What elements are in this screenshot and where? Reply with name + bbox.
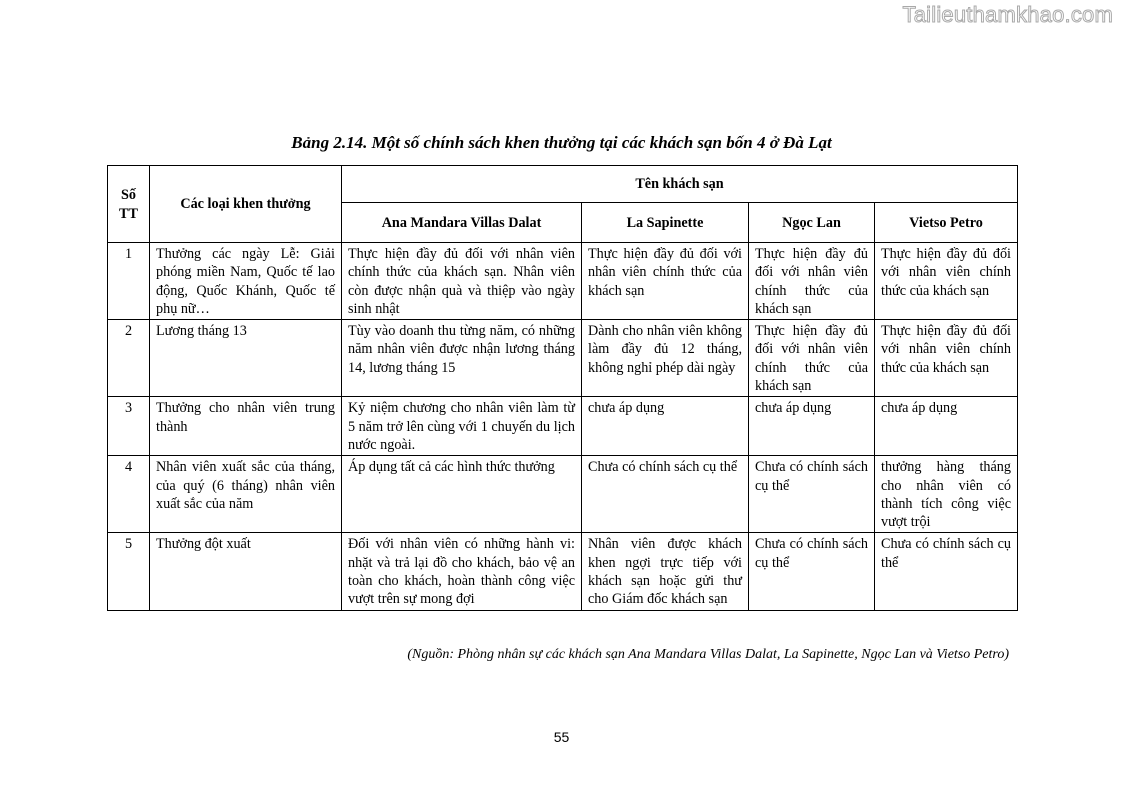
cell-sapinette: chưa áp dụng bbox=[582, 397, 749, 456]
table-row bbox=[108, 533, 1018, 610]
table-row bbox=[108, 243, 1018, 320]
header-reward-types: Các loại khen thưởng bbox=[150, 166, 342, 243]
cell-vietso: Thực hiện đầy đủ đối với nhân viên chính thức của khách sạn bbox=[875, 320, 1018, 397]
cell-ngoclan: Thực hiện đầy đủ đối với nhân viên chính thức của khách sạn bbox=[749, 243, 875, 320]
row-stt: 5 bbox=[108, 533, 150, 610]
cell-sapinette: Thực hiện đầy đủ đối với nhân viên chính thức của khách sạn bbox=[582, 243, 749, 320]
cell-vietso: Chưa có chính sách cụ thể bbox=[875, 533, 1018, 610]
cell-ana: Tùy vào doanh thu từng năm, có những năm nhân viên được nhận lương tháng 14, lương tháng 15 bbox=[342, 320, 582, 397]
row-stt: 3 bbox=[108, 397, 150, 456]
cell-ngoclan: chưa áp dụng bbox=[749, 397, 875, 456]
header-hotel-group: Tên khách sạn bbox=[342, 166, 1018, 203]
cell-vietso: chưa áp dụng bbox=[875, 397, 1018, 456]
header-hotel-vietso: Vietso Petro bbox=[875, 203, 1018, 243]
table-caption: Bảng 2.14. Một số chính sách khen thưởng tại các khách sạn bốn 4 ở Đà Lạt bbox=[291, 133, 832, 152]
table-row bbox=[108, 320, 1018, 397]
cell-ana: Áp dụng tất cả các hình thức thưởng bbox=[342, 456, 582, 533]
cell-ana: Thực hiện đầy đủ đối với nhân viên chính thức của khách sạn. Nhân viên còn được nhận quà và thiệp vào ngày sinh nhật bbox=[342, 243, 582, 320]
table-row bbox=[108, 456, 1018, 533]
reward-policy-table bbox=[107, 165, 1018, 611]
row-stt: 1 bbox=[108, 243, 150, 320]
cell-sapinette: Nhân viên được khách khen ngợi trực tiếp với khách sạn hoặc gửi thư cho Giám đốc khách sạn bbox=[582, 533, 749, 610]
cell-sapinette: Chưa có chính sách cụ thể bbox=[582, 456, 749, 533]
row-reward-type: Nhân viên xuất sắc của tháng, của quý (6 tháng) nhân viên xuất sắc của năm bbox=[150, 456, 342, 533]
header-hotel-ana: Ana Mandara Villas Dalat bbox=[342, 203, 582, 243]
cell-ana: Kỷ niệm chương cho nhân viên làm từ 5 năm trở lên cùng với 1 chuyến du lịch nước ngoài. bbox=[342, 397, 582, 456]
source-note: (Nguồn: Phòng nhân sự các khách sạn Ana Mandara Villas Dalat, La Sapinette, Ngọc Lan và Vietso Petro) bbox=[407, 647, 1009, 662]
row-stt: 2 bbox=[108, 320, 150, 397]
cell-ngoclan: Thực hiện đầy đủ đối với nhân viên chính thức của khách sạn bbox=[749, 320, 875, 397]
cell-sapinette: Dành cho nhân viên không làm đầy đủ 12 tháng, không nghỉ phép dài ngày bbox=[582, 320, 749, 397]
row-reward-type: Thưởng cho nhân viên trung thành bbox=[150, 397, 342, 456]
cell-ngoclan: Chưa có chính sách cụ thể bbox=[749, 456, 875, 533]
row-reward-type: Thưởng đột xuất bbox=[150, 533, 342, 610]
watermark: Tailieuthamkhao.com bbox=[902, 2, 1113, 27]
header-hotel-sapinette: La Sapinette bbox=[582, 203, 749, 243]
header-hotel-ngoclan: Ngọc Lan bbox=[749, 203, 875, 243]
cell-ngoclan: Chưa có chính sách cụ thể bbox=[749, 533, 875, 610]
table-row bbox=[108, 397, 1018, 456]
page-number: 55 bbox=[553, 729, 570, 745]
row-stt: 4 bbox=[108, 456, 150, 533]
row-reward-type: Thưởng các ngày Lễ: Giải phóng miền Nam, Quốc tế lao động, Quốc Khánh, Quốc tế phụ nữ… bbox=[150, 243, 342, 320]
header-row-1 bbox=[108, 166, 1018, 203]
header-stt: Số TT bbox=[108, 166, 150, 243]
cell-vietso: Thực hiện đầy đủ đối với nhân viên chính thức của khách sạn bbox=[875, 243, 1018, 320]
cell-vietso: thưởng hàng tháng cho nhân viên có thành tích công việc vượt trội bbox=[875, 456, 1018, 533]
row-reward-type: Lương tháng 13 bbox=[150, 320, 342, 397]
cell-ana: Đối với nhân viên có những hành vi: nhặt và trả lại đồ cho khách, bảo vệ an toàn cho khách, hoàn thành công việc vượt trên sự mong đợi bbox=[342, 533, 582, 610]
